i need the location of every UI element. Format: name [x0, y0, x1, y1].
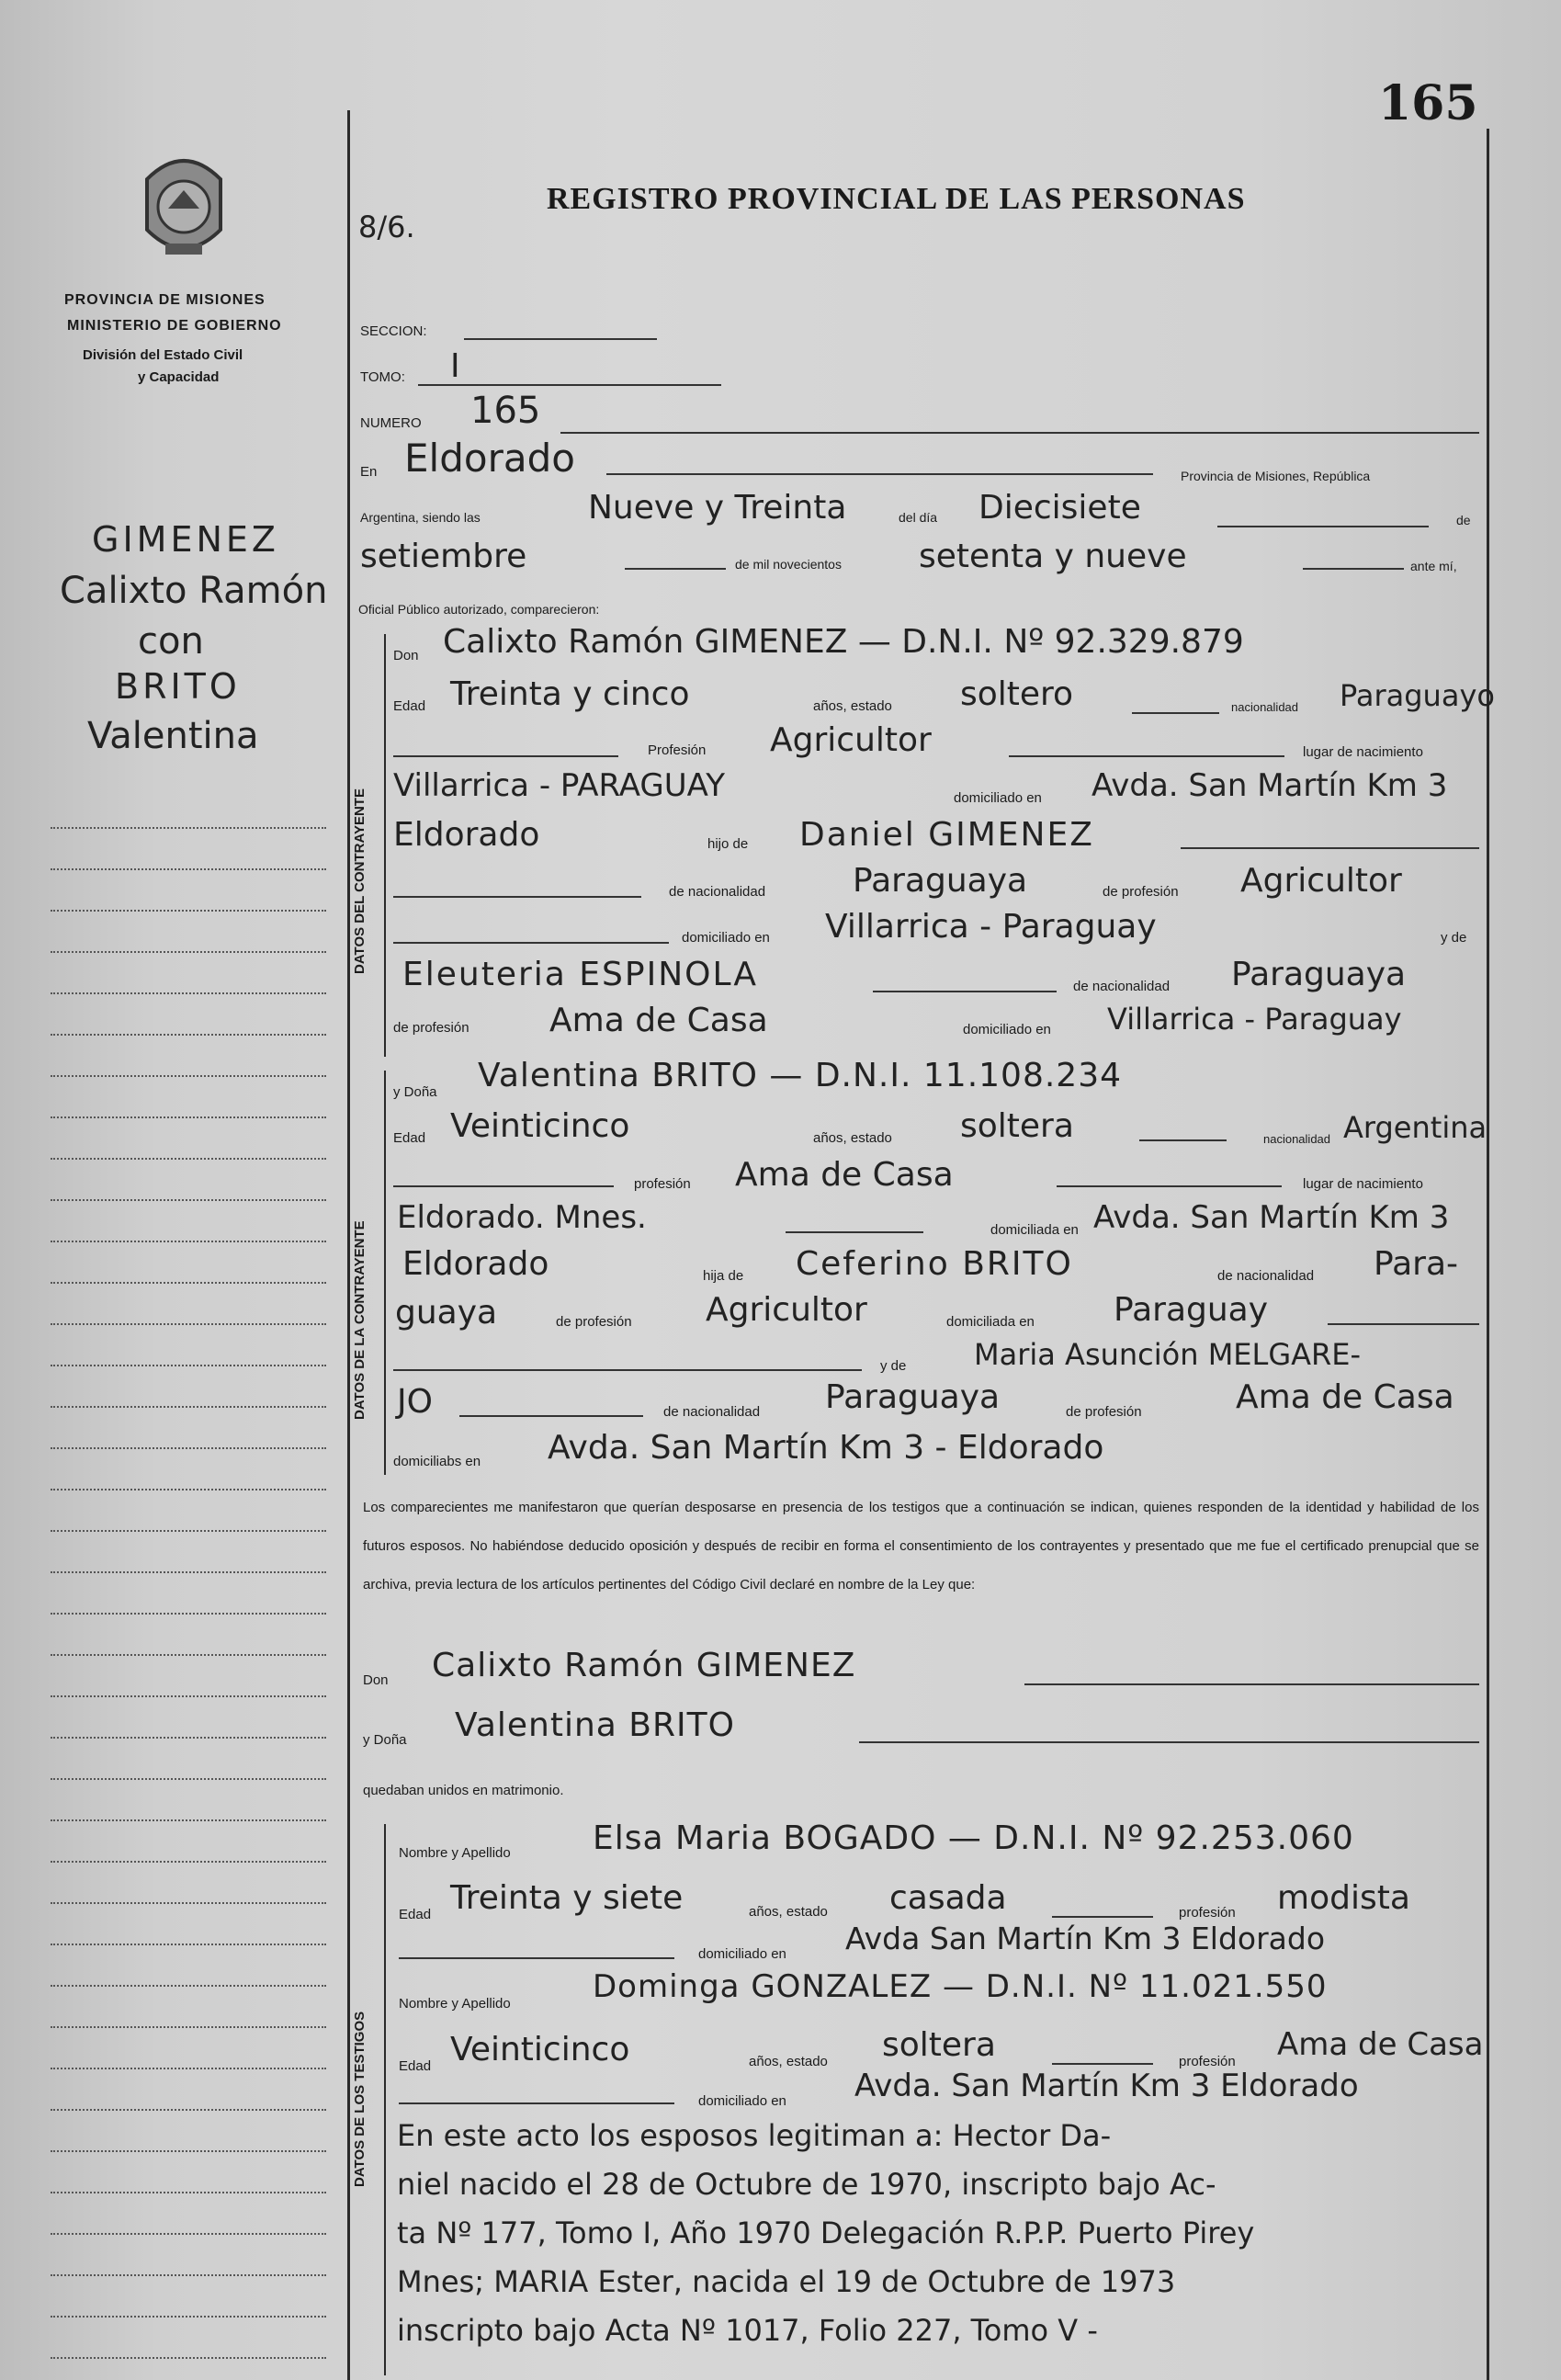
margin-dotted-line [51, 910, 326, 912]
margin-dotted-line [51, 2109, 326, 2111]
margin-dotted-line [51, 2068, 326, 2069]
bride-profesion: Ama de Casa [735, 1156, 954, 1194]
domiciliado-label-2: domiciliado en [682, 930, 770, 946]
field-rule [625, 568, 726, 570]
declaration-paragraph: Los comparecientes me manifestaron que querían desposarse en presencia de los testigos que a continuación se indican, quienes responden de la identidad y habilidad de los futuros esposos. No habiéndose deducido oposición y después de recibir en forma el consentimiento de los contrayentes y presentado que me fue el certificado prenupcial que se archiva, previa lectura de los artículos pertinentes del Código Civil declaré en nombre de la Ley que: [363, 1500, 1479, 1592]
witness-1-name: Elsa Maria BOGADO — D.N.I. Nº 92.253.060 [593, 1819, 1354, 1857]
margin-dotted-line [51, 1944, 326, 1945]
profesion-label-3: de profesión [393, 1020, 469, 1036]
nacionalidad-label: nacionalidad [1231, 700, 1299, 714]
bride-madre-1: Maria Asunción MELGARE- [974, 1337, 1362, 1372]
lugar-label-2: lugar de nacimiento [1303, 1176, 1423, 1192]
tomo-label: TOMO: [360, 369, 405, 385]
witness-2-label: Nombre y Apellido [399, 1996, 511, 2012]
field-rule [606, 473, 1153, 475]
nacionalidad-label-2: de nacionalidad [669, 884, 766, 900]
groom-padre-nac: Paraguaya [853, 862, 1028, 900]
margin-dotted-line [51, 1323, 326, 1325]
groom-padre: Daniel GIMENEZ [799, 816, 1094, 854]
nacionalidad-label-6: de nacionalidad [663, 1404, 761, 1420]
numero-value: 165 [470, 390, 541, 432]
bride-padre: Ceferino BRITO [796, 1245, 1073, 1283]
numero-label: NUMERO [360, 415, 422, 431]
margin-dotted-line [51, 1199, 326, 1201]
lugar-value: Eldorado [404, 436, 575, 481]
note-line: Mnes; MARIA Ester, nacida el 19 de Octubre de 1973 [397, 2264, 1176, 2299]
field-rule [418, 384, 721, 386]
profesion-label-5: de profesión [556, 1314, 632, 1330]
margin-dotted-line [51, 1902, 326, 1904]
witness-2-edad-label: Edad [399, 2058, 432, 2074]
groom-estado: soltero [960, 675, 1074, 713]
groom-profesion: Agricultor [770, 721, 932, 759]
domiciliado-label-3: domiciliado en [963, 1022, 1051, 1037]
groom-bracket [384, 634, 386, 1057]
estado-label: años, estado [813, 698, 892, 714]
bride-padre-nac-2: guaya [395, 1294, 498, 1332]
groom-padre-dom: Villarrica - Paraguay [825, 908, 1157, 946]
groom-nacionalidad: Paraguayo [1340, 678, 1495, 713]
seccion-label: SECCION: [360, 323, 427, 339]
groom-padre-prof: Agricultor [1240, 862, 1402, 900]
groom-lugar: Villarrica - PARAGUAY [393, 767, 726, 804]
groom-madre-prof: Ama de Casa [549, 1002, 768, 1039]
y-dona-label-2: y Doña [363, 1732, 407, 1748]
field-rule [859, 1741, 1479, 1743]
groom-madre: Eleuteria ESPINOLA [402, 956, 758, 993]
field-rule [399, 1957, 674, 1959]
witness-1-dom-label: domiciliado en [698, 1946, 786, 1962]
quedaban-label: quedaban unidos en matrimonio. [363, 1783, 564, 1798]
margin-dotted-line [51, 1447, 326, 1449]
province-label: PROVINCIA DE MISIONES [64, 292, 266, 308]
provincia-label: Provincia de Misiones, República [1181, 469, 1371, 483]
field-rule [1328, 1323, 1479, 1325]
field-rule [1009, 755, 1284, 757]
anio-value: setenta y nueve [919, 538, 1187, 575]
margin-dotted-line [51, 951, 326, 953]
mes-value: setiembre [360, 538, 527, 575]
estado-label-2: años, estado [813, 1130, 892, 1146]
nacionalidad-label-4: nacionalidad [1263, 1132, 1331, 1146]
witness-2-name: Dominga GONZALEZ — D.N.I. Nº 11.021.550 [593, 1968, 1328, 2005]
domiciliado-label: domiciliado en [954, 790, 1042, 806]
page-title: REGISTRO PROVINCIAL DE LAS PERSONAS [547, 182, 1246, 216]
field-rule [393, 942, 669, 944]
field-rule [393, 896, 641, 898]
bride-madre-prof: Ama de Casa [1236, 1378, 1454, 1416]
del-dia-label: del día [899, 510, 938, 525]
bride-madre-nac: Paraguaya [825, 1378, 1001, 1416]
groom-name: Calixto Ramón GIMENEZ — D.N.I. Nº 92.329.879 [443, 623, 1244, 661]
domiciliada-label-2: domiciliada en [946, 1314, 1035, 1330]
margin-dotted-line [51, 2357, 326, 2359]
margin-note: 8/6. [358, 210, 415, 244]
note-line: En este acto los esposos legitiman a: Hector Da- [397, 2118, 1112, 2153]
witness-1-prof: modista [1277, 1879, 1410, 1917]
margin-dotted-line [51, 2150, 326, 2152]
profesion-label-2: de profesión [1103, 884, 1179, 900]
ministry-label: MINISTERIO DE GOBIERNO [67, 318, 282, 334]
y-de-label-2: y de [880, 1358, 907, 1374]
field-rule [1139, 1139, 1227, 1141]
margin-dotted-line [51, 2316, 326, 2318]
field-rule [786, 1231, 923, 1233]
domiciliada-label: domiciliada en [990, 1222, 1079, 1238]
field-rule [1217, 526, 1429, 527]
field-rule [399, 2102, 674, 2104]
groom-domicilio: Avda. San Martín Km 3 [1092, 767, 1448, 804]
bride-domicilio: Avda. San Martín Km 3 [1093, 1199, 1450, 1236]
dia-value: Diecisiete [978, 489, 1141, 527]
field-rule [393, 1369, 862, 1371]
note-line: inscripto bajo Acta Nº 1017, Folio 227, Tomo V - [397, 2313, 1098, 2348]
margin-dotted-line [51, 1530, 326, 1532]
argentina-label: Argentina, siendo las [360, 510, 481, 525]
field-rule [1132, 712, 1219, 714]
de-label: de [1456, 513, 1471, 527]
right-margin-rule [1487, 129, 1489, 2380]
field-rule [393, 1185, 614, 1187]
field-rule [1024, 1683, 1479, 1685]
margin-surname-1: GIMENEZ [92, 519, 279, 560]
margin-dotted-line [51, 2274, 326, 2276]
groom-madre-nac: Paraguaya [1231, 956, 1407, 993]
margin-dotted-line [51, 1116, 326, 1118]
side-label-contrayente: DATOS DEL CONTRAYENTE [352, 788, 368, 974]
margin-dotted-line [51, 1365, 326, 1366]
edad-label-2: Edad [393, 1130, 426, 1146]
y-dona-label: y Doña [393, 1084, 437, 1100]
witness-1-prof-label: profesión [1179, 1905, 1236, 1921]
field-rule [393, 755, 618, 757]
margin-dotted-line [51, 868, 326, 870]
don-label: Don [393, 648, 419, 663]
division-label: División del Estado Civil [83, 347, 243, 363]
margin-dotted-line [51, 2233, 326, 2235]
nacionalidad-label-5: de nacionalidad [1217, 1268, 1315, 1284]
lugar-label: lugar de nacimiento [1303, 744, 1423, 760]
margin-name-1: Calixto Ramón [60, 570, 328, 612]
margin-dotted-line [51, 1075, 326, 1077]
witness-bracket [384, 1824, 386, 2375]
groom-edad: Treinta y cinco [450, 675, 690, 713]
margin-dotted-line [51, 1241, 326, 1242]
domiciliabs-label: domiciliabs en [393, 1454, 481, 1469]
bride-padre-dom: Paraguay [1114, 1291, 1269, 1329]
bride-edad: Veinticinco [450, 1107, 630, 1145]
don-label-2: Don [363, 1672, 389, 1688]
groom-domicilio-2: Eldorado [393, 816, 540, 854]
margin-name-2: Valentina [87, 715, 259, 757]
bride-madre-2: JO [397, 1383, 433, 1421]
witness-1-label: Nombre y Apellido [399, 1845, 511, 1861]
field-rule [1057, 1185, 1282, 1187]
margin-dotted-line [51, 1985, 326, 1987]
margin-con: con [138, 620, 204, 663]
margin-dotted-line [51, 827, 326, 829]
margin-dotted-line [51, 1282, 326, 1284]
witness-1-edad: Treinta y siete [450, 1879, 684, 1917]
declared-don: Calixto Ramón GIMENEZ [432, 1647, 856, 1684]
bride-padre-nac-1: Para- [1374, 1245, 1459, 1283]
witness-2-estado: soltera [882, 2026, 996, 2064]
witness-2-dom: Avda. San Martín Km 3 Eldorado [854, 2068, 1359, 2104]
bride-lugar: Eldorado. Mnes. [397, 1199, 647, 1236]
field-rule [464, 338, 657, 340]
witness-1-dom: Avda San Martín Km 3 Eldorado [845, 1921, 1326, 1956]
de-mil-label: de mil novecientos [735, 557, 842, 572]
margin-dotted-line [51, 1406, 326, 1408]
left-margin-rule [347, 110, 350, 2380]
hija-label: hija de [703, 1268, 744, 1284]
ante-mi-label: ante mí, [1410, 559, 1457, 573]
provincial-seal-icon [133, 142, 234, 271]
division-label-2: y Capacidad [138, 369, 220, 385]
field-rule [459, 1415, 643, 1417]
witness-2-estado-label: años, estado [749, 2054, 828, 2069]
margin-dotted-line [51, 1571, 326, 1573]
bride-nacionalidad: Argentina [1343, 1110, 1487, 1145]
en-label: En [360, 464, 378, 480]
side-label-la-contrayente: DATOS DE LA CONTRAYENTE [352, 1220, 368, 1420]
field-rule [1052, 2063, 1153, 2065]
margin-surname-2: BRITO [115, 666, 241, 707]
bride-padre-prof: Agricultor [706, 1291, 867, 1329]
margin-dotted-line [51, 1819, 326, 1821]
margin-dotted-line [51, 992, 326, 994]
hijo-label: hijo de [707, 836, 749, 852]
witness-2-prof-label: profesión [1179, 2054, 1236, 2069]
declared-dona: Valentina BRITO [455, 1706, 735, 1744]
field-rule [560, 432, 1479, 434]
oficial-label: Oficial Público autorizado, comparecieron: [358, 602, 600, 617]
bride-name: Valentina BRITO — D.N.I. 11.108.234 [478, 1057, 1122, 1094]
field-rule [1303, 568, 1404, 570]
hora-value: Nueve y Treinta [588, 489, 847, 527]
side-label-testigos: DATOS DE LOS TESTIGOS [352, 2011, 368, 2187]
page-number: 165 [1378, 75, 1478, 131]
edad-label: Edad [393, 698, 426, 714]
margin-dotted-line [51, 1158, 326, 1160]
groom-madre-dom: Villarrica - Paraguay [1107, 1002, 1402, 1037]
profesion-label: Profesión [648, 742, 707, 758]
field-rule [873, 991, 1057, 992]
field-rule [1052, 1916, 1153, 1918]
witness-1-estado: casada [889, 1879, 1007, 1917]
margin-dotted-line [51, 1778, 326, 1780]
margin-dotted-line [51, 2026, 326, 2028]
margin-dotted-line [51, 1861, 326, 1863]
bride-madre-dom: Avda. San Martín Km 3 - Eldorado [548, 1429, 1104, 1467]
witness-2-prof: Ama de Casa [1277, 2026, 1484, 2063]
y-de-label: y de [1441, 930, 1467, 946]
bride-domicilio-2: Eldorado [402, 1245, 549, 1283]
margin-dotted-line [51, 1034, 326, 1036]
witness-2-dom-label: domiciliado en [698, 2093, 786, 2109]
margin-dotted-line [51, 2192, 326, 2193]
margin-dotted-line [51, 1613, 326, 1615]
tomo-value: I [450, 347, 460, 385]
field-rule [1181, 847, 1479, 849]
margin-dotted-line [51, 1737, 326, 1739]
nacionalidad-label-3: de nacionalidad [1073, 979, 1171, 994]
profesion-label-6: de profesión [1066, 1404, 1142, 1420]
margin-dotted-line [51, 1489, 326, 1490]
witness-1-estado-label: años, estado [749, 1904, 828, 1920]
margin-dotted-line [51, 1695, 326, 1697]
margin-dotted-line [51, 1654, 326, 1656]
witness-1-edad-label: Edad [399, 1907, 432, 1922]
note-line: niel nacido el 28 de Octubre de 1970, inscripto bajo Ac- [397, 2167, 1216, 2202]
bride-bracket [384, 1071, 386, 1475]
profesion-label-4: profesión [634, 1176, 691, 1192]
witness-2-edad: Veinticinco [450, 2031, 630, 2068]
note-line: ta Nº 177, Tomo I, Año 1970 Delegación R.P.P. Puerto Pirey [397, 2216, 1255, 2250]
bride-estado: soltera [960, 1107, 1074, 1145]
